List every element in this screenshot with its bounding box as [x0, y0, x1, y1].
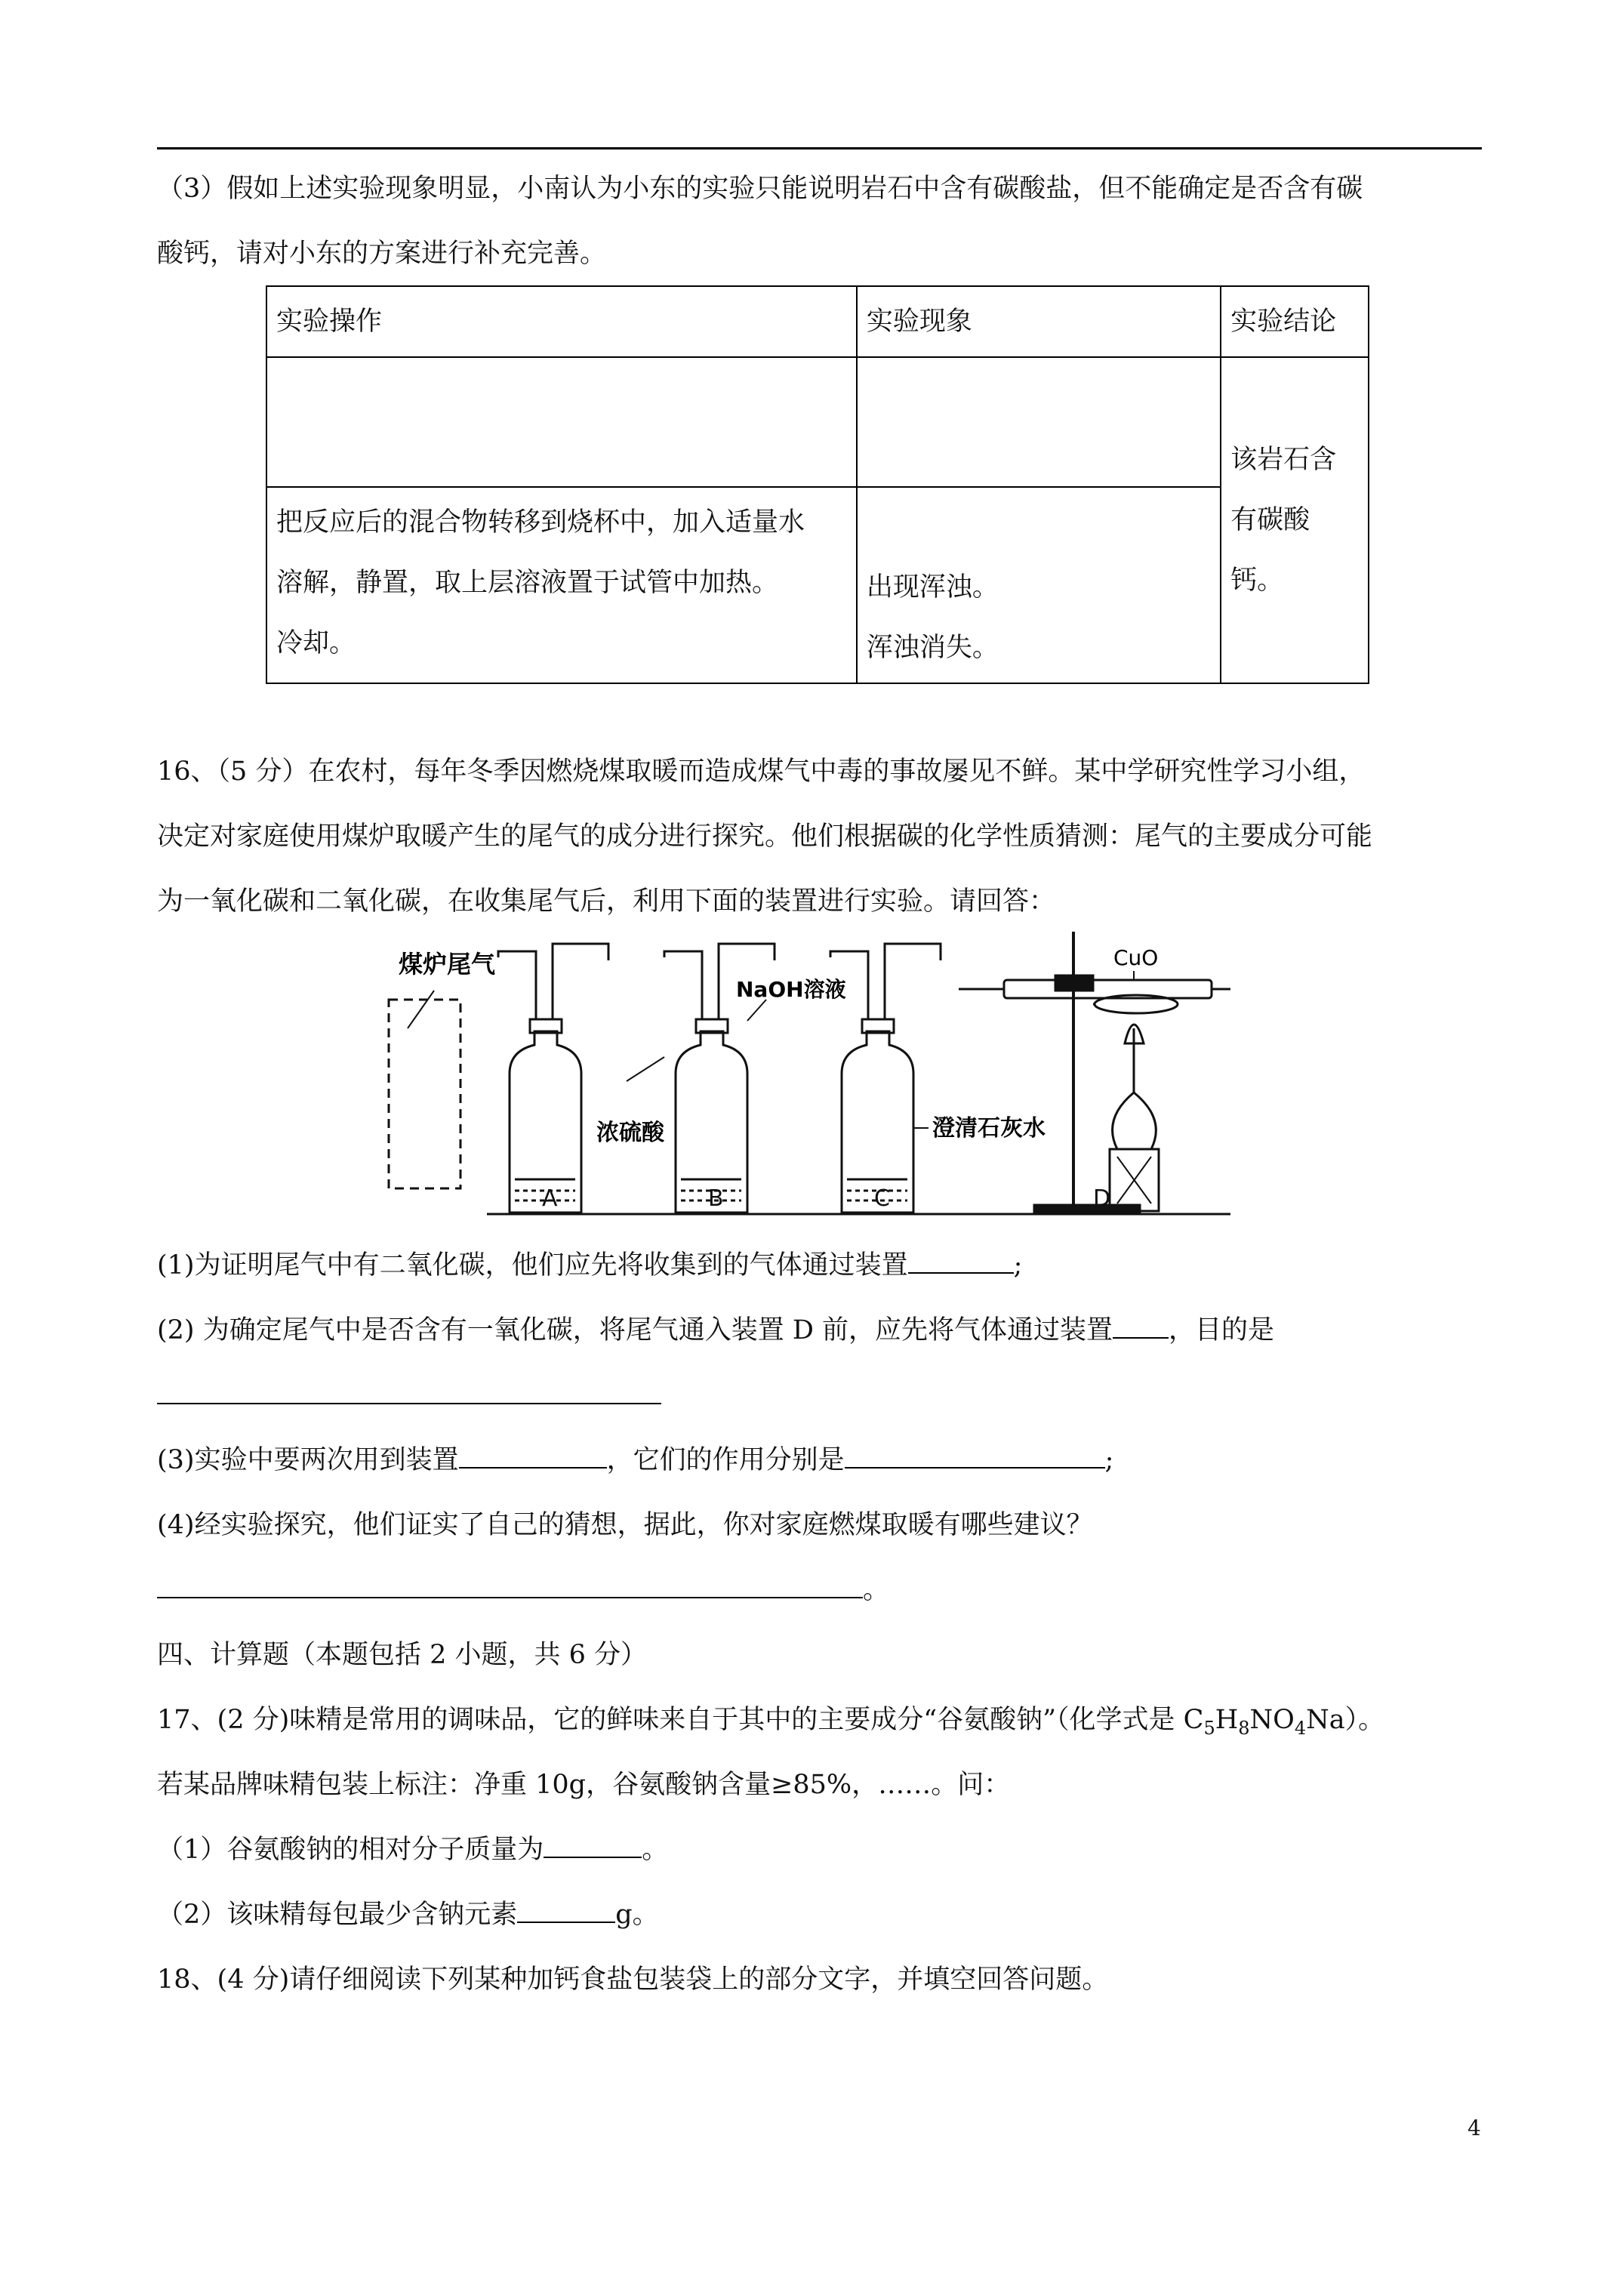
operation-line2: 溶解，静置，取上层溶液置于试管中加热。 — [276, 568, 779, 598]
formula-na: Na）。 — [1306, 1705, 1385, 1735]
q16-sub4-end: 。 — [863, 1575, 890, 1605]
q16-sub4-answer — [157, 1572, 1486, 1608]
table-cell-conclusion — [1221, 357, 1369, 683]
q17-sub1-end: 。 — [642, 1835, 669, 1865]
formula-sub-4: 4 — [1294, 1718, 1307, 1739]
apparatus-diagram — [355, 930, 1230, 1217]
formula-no: NO — [1249, 1705, 1295, 1735]
letter-d: D — [1093, 1185, 1111, 1212]
table-header-conclusion: 实验结论 — [1221, 286, 1369, 357]
answer-line-16-2[interactable] — [157, 1403, 661, 1404]
gas-container — [389, 1000, 460, 1188]
blank-16-3b[interactable] — [845, 1444, 1105, 1469]
operation-line1: 把反应后的混合物转移到烧杯中，加入适量水 — [276, 507, 805, 538]
q17-line2: 若某品牌味精包装上标注：净重 10g，谷氨酸钠含量≥85%，……。问： — [157, 1770, 1011, 1800]
blank-17-1[interactable] — [544, 1834, 642, 1858]
q16-sub2-text: (2) 为确定尾气中是否含有一氧化碳，将尾气通入装置 D 前，应先将气体通过装置 — [157, 1315, 1113, 1345]
formula-sub-8: 8 — [1238, 1718, 1250, 1739]
conclusion-line1: 该岩石含 — [1230, 445, 1337, 475]
q15-3-line1: （3）假如上述实验现象明显，小南认为小东的实验只能说明岩石中含有碳酸盐，但不能确定是否含有碳 — [157, 174, 1363, 204]
table-cell-phenomenon — [857, 487, 1221, 683]
q17-line1 — [157, 1702, 1486, 1746]
q17-sub1 — [157, 1832, 1486, 1868]
q17-line1-text: 17、(2 分)味精是常用的调味品，它的鲜味来自于其中的主要成分“谷氨酸钠”（化学式是 C — [157, 1705, 1204, 1735]
operation-line3: 冷却。 — [276, 628, 356, 658]
label-cuo: CuO — [1113, 945, 1159, 970]
q16-sub1-end: ; — [1013, 1250, 1023, 1281]
q16-sub3-end: ; — [1104, 1445, 1114, 1475]
conclusion-line2: 有碳酸钙。 — [1230, 505, 1310, 596]
q18-line: 18、(4 分)请仔细阅读下列某种加钙食盐包装袋上的部分文字，并填空回答问题。 — [157, 1965, 1109, 1995]
experiment-table — [266, 285, 1369, 684]
table-cell-empty-phenomenon — [857, 357, 1221, 487]
formula-h: H — [1215, 1705, 1239, 1735]
formula-sub-5: 5 — [1203, 1718, 1215, 1739]
q16-sub2 — [157, 1312, 1486, 1348]
letter-b: B — [708, 1185, 724, 1212]
q17-sub2 — [157, 1897, 1486, 1933]
table-header-operation: 实验操作 — [266, 286, 857, 357]
section-4-heading: 四、计算题（本题包括 2 小题，共 6 分） — [157, 1640, 648, 1670]
blank-16-1[interactable] — [908, 1250, 1014, 1274]
blank-16-4[interactable] — [157, 1574, 863, 1598]
page-number: 4 — [1467, 2116, 1481, 2140]
q16-sub1 — [157, 1247, 1486, 1284]
q16-sub2-mid: ，目的是 — [1169, 1315, 1275, 1345]
table-cell-empty-operation — [266, 357, 857, 487]
q17-sub2-text: （2）该味精每包最少含钠元素 — [157, 1900, 518, 1930]
blank-16-2[interactable] — [1113, 1314, 1169, 1339]
letter-a: A — [542, 1185, 558, 1212]
label-naoh: NaOH溶液 — [736, 977, 846, 1002]
label-limewater: 澄清石灰水 — [932, 1115, 1046, 1142]
header-rule — [157, 147, 1482, 149]
q17-sub2-end: g。 — [615, 1900, 659, 1930]
q17-sub1-text: （1）谷氨酸钠的相对分子质量为 — [157, 1835, 544, 1865]
phenomenon-line2: 浑浊消失。 — [866, 633, 999, 663]
cuo-tube — [1004, 980, 1212, 998]
q15-3-line2: 酸钙，请对小东的方案进行补充完善。 — [157, 239, 607, 269]
label-h2so4: 浓硫酸 — [596, 1120, 664, 1146]
blank-16-3a[interactable] — [459, 1444, 607, 1469]
q16-line2: 决定对家庭使用煤炉取暖产生的尾气的成分进行探究。他们根据碳的化学性质猜测：尾气的主要成分可能 — [157, 821, 1373, 852]
table-cell-operation — [266, 487, 857, 683]
q16-line3: 为一氧化碳和二氧化碳，在收集尾气后，利用下面的装置进行实验。请回答： — [157, 886, 1056, 917]
q16-sub3-text: (3)实验中要两次用到装置 — [157, 1445, 459, 1475]
q16-sub4: (4)经实验探究，他们证实了自己的猜想，据此，你对家庭燃煤取暖有哪些建议？ — [157, 1510, 1093, 1540]
q16-sub1-text: (1)为证明尾气中有二氧化碳，他们应先将收集到的气体通过装置 — [157, 1250, 908, 1281]
phenomenon-line1: 出现浑浊。 — [866, 572, 999, 603]
letter-c: C — [874, 1185, 890, 1212]
label-gas: 煤炉尾气 — [399, 950, 496, 978]
q16-sub3-mid: ，它们的作用分别是 — [606, 1445, 845, 1475]
blank-17-2[interactable] — [517, 1899, 615, 1923]
q16-line1: 16、（5 分）在农村，每年冬季因燃烧煤取暖而造成煤气中毒的事故屡见不鲜。某中学研究性学习小组， — [157, 757, 1366, 787]
q16-sub3 — [157, 1442, 1486, 1478]
table-header-phenomenon: 实验现象 — [857, 286, 1221, 357]
